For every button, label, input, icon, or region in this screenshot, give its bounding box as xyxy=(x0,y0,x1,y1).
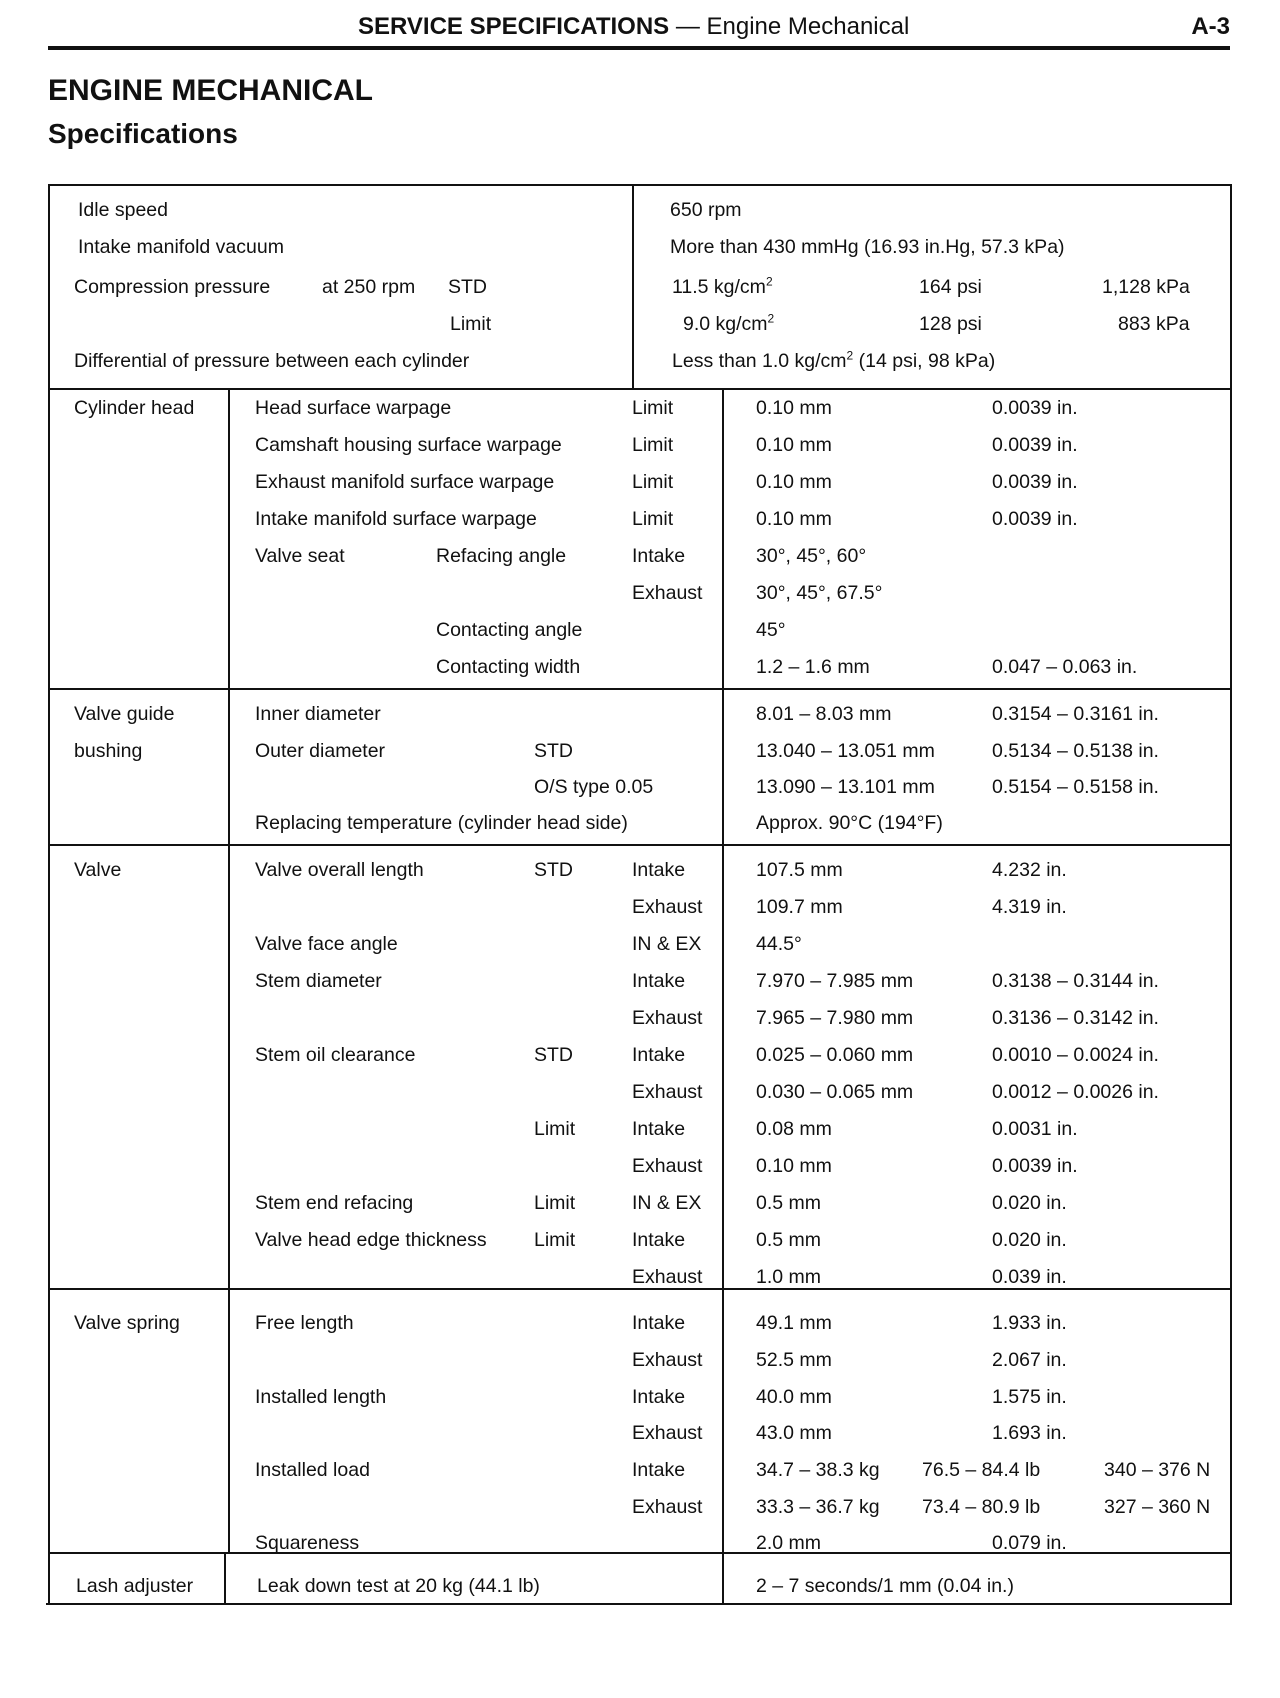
compression-limit: Limit xyxy=(450,313,492,335)
spec-label: Contacting angle xyxy=(436,619,583,641)
compression-limit-kpa: 883 kPa xyxy=(1118,313,1190,335)
spec-metric: 52.5 mm xyxy=(756,1349,832,1371)
spec-imperial: 73.4 – 80.9 lb xyxy=(922,1496,1041,1518)
spec-imperial: 0.5134 – 0.5138 in. xyxy=(992,740,1159,762)
spec-qualifier: Limit xyxy=(632,397,674,419)
page-number: A-3 xyxy=(1191,13,1230,40)
spec-qualifier: Intake xyxy=(632,1312,686,1334)
spec-metric: 34.7 – 38.3 kg xyxy=(756,1459,880,1481)
spec-qualifier: O/S type 0.05 xyxy=(534,776,654,798)
spec-metric: 8.01 – 8.03 mm xyxy=(756,703,892,725)
section-heading: ENGINE MECHANICAL xyxy=(48,74,374,107)
header-title xyxy=(358,13,909,41)
spec-metric: 109.7 mm xyxy=(756,896,843,918)
idle-speed-value: 650 rpm xyxy=(670,199,742,221)
spec-metric: 44.5° xyxy=(756,933,802,955)
spec-imperial: 0.0039 in. xyxy=(992,434,1078,456)
spec-qualifier: Exhaust xyxy=(632,1155,703,1177)
refacing-angle-label: Refacing angle xyxy=(436,545,567,567)
header-subsection: — Engine Mechanical xyxy=(675,13,910,40)
leak-down-test-value: 2 – 7 seconds/1 mm (0.04 in.) xyxy=(756,1575,1014,1597)
spec-si: 340 – 376 N xyxy=(1104,1459,1211,1481)
spec-label: Inner diameter xyxy=(255,703,381,725)
valve-label: Valve xyxy=(74,859,122,881)
spec-metric: 0.030 – 0.065 mm xyxy=(756,1081,914,1103)
spec-qualifier: Exhaust xyxy=(632,896,703,918)
spec-imperial: 1.693 in. xyxy=(992,1422,1067,1444)
spec-metric: 13.040 – 13.051 mm xyxy=(756,740,935,762)
compression-std-kpa: 1,128 kPa xyxy=(1102,276,1190,298)
spec-label: Installed load xyxy=(255,1459,370,1481)
valve-spring-label: Valve spring xyxy=(74,1312,180,1334)
spec-imperial: 0.0012 – 0.0026 in. xyxy=(992,1081,1159,1103)
spec-qualifier: STD xyxy=(534,1044,573,1066)
differential-value: Less than 1.0 $kg/cm^2$ (14 psi, 98 kPa) xyxy=(672,348,996,372)
spec-imperial: 76.5 – 84.4 lb xyxy=(922,1459,1041,1481)
spec-imperial: 1.933 in. xyxy=(992,1312,1067,1334)
spec-qualifier: STD xyxy=(534,740,573,762)
spec-metric: 45° xyxy=(756,619,786,641)
spec-imperial: 0.0010 – 0.0024 in. xyxy=(992,1044,1159,1066)
spec-qualifier: Limit xyxy=(632,471,674,493)
spec-qualifier: STD xyxy=(534,859,573,881)
spec-label: Valve head edge thickness xyxy=(255,1229,487,1251)
spec-qualifier: Intake xyxy=(632,545,686,567)
spec-metric: 33.3 – 36.7 kg xyxy=(756,1496,880,1518)
spec-qualifier: Intake xyxy=(632,1044,686,1066)
lash-adjuster-label: Lash adjuster xyxy=(76,1575,194,1597)
spec-imperial: 4.319 in. xyxy=(992,896,1067,918)
spec-metric: 49.1 mm xyxy=(756,1312,832,1334)
spec-metric: Approx. 90°C (194°F) xyxy=(756,812,943,834)
spec-qualifier: Limit xyxy=(632,508,674,530)
valve-guide-label: Valve guide xyxy=(74,703,175,725)
spec-label: Outer diameter xyxy=(255,740,386,762)
spec-label: Intake manifold surface warpage xyxy=(255,508,537,530)
valve-guide-label-2: bushing xyxy=(74,740,143,762)
spec-qualifier: Intake xyxy=(632,1229,686,1251)
spec-qualifier: Exhaust xyxy=(632,1496,703,1518)
valve-seat-label: Valve seat xyxy=(255,545,345,567)
spec-metric: 0.5 mm xyxy=(756,1229,822,1251)
spec-metric: 0.10 mm xyxy=(756,471,832,493)
spec-qualifier: Intake xyxy=(632,1459,686,1481)
compression-limit-psi: 128 psi xyxy=(919,313,982,335)
spec-label: Free length xyxy=(255,1312,354,1334)
spec-qualifier: Limit xyxy=(632,434,674,456)
section-subheading: Specifications xyxy=(48,118,238,149)
spec-metric: 1.0 mm xyxy=(756,1266,822,1288)
vacuum-label: Intake manifold vacuum xyxy=(78,236,284,258)
spec-label: Camshaft housing surface warpage xyxy=(255,434,562,456)
header-section: SERVICE SPECIFICATIONS xyxy=(358,13,670,40)
spec-qualifier: IN & EX xyxy=(632,1192,702,1214)
spec-qualifier: Exhaust xyxy=(632,1349,703,1371)
spec-metric: 7.965 – 7.980 mm xyxy=(756,1007,914,1029)
spec-label: Squareness xyxy=(255,1532,360,1554)
spec-metric: 0.5 mm xyxy=(756,1192,822,1214)
spec-si: 327 – 360 N xyxy=(1104,1496,1211,1518)
spec-imperial: 0.047 – 0.063 in. xyxy=(992,656,1138,678)
spec-imperial: 0.0039 in. xyxy=(992,471,1078,493)
spec-imperial: 0.0039 in. xyxy=(992,508,1078,530)
spec-label: Head surface warpage xyxy=(255,397,452,419)
spec-qualifier: Limit xyxy=(534,1192,576,1214)
spec-metric: 0.10 mm xyxy=(756,434,832,456)
spec-metric: 2.0 mm xyxy=(756,1532,822,1554)
spec-imperial: 0.0039 in. xyxy=(992,1155,1078,1177)
spec-label: Replacing temperature (cylinder head side) xyxy=(255,812,628,834)
spec-label: Stem end refacing xyxy=(255,1192,414,1214)
spec-qualifier: Limit xyxy=(534,1229,576,1251)
spec-qualifier: Limit xyxy=(534,1118,576,1140)
spec-metric: 30°, 45°, 67.5° xyxy=(756,582,883,604)
spec-metric: 0.08 mm xyxy=(756,1118,832,1140)
compression-rpm: at 250 rpm xyxy=(322,276,416,298)
spec-imperial: 0.3138 – 0.3144 in. xyxy=(992,970,1159,992)
spec-metric: 0.10 mm xyxy=(756,397,832,419)
compression-std-kg: 11.5 $kg/cm^2$ xyxy=(672,274,773,298)
idle-speed-label: Idle speed xyxy=(78,199,168,221)
vacuum-value: More than 430 mmHg (16.93 in.Hg, 57.3 kPa) xyxy=(670,236,1065,258)
spec-qualifier: Exhaust xyxy=(632,1007,703,1029)
differential-label: Differential of pressure between each cylinder xyxy=(74,350,470,372)
spec-imperial: 0.3136 – 0.3142 in. xyxy=(992,1007,1159,1029)
spec-qualifier: IN & EX xyxy=(632,933,702,955)
spec-label: Exhaust manifold surface warpage xyxy=(255,471,555,493)
compression-std: STD xyxy=(448,276,487,298)
spec-qualifier: Intake xyxy=(632,859,686,881)
spec-label: Stem oil clearance xyxy=(255,1044,416,1066)
spec-imperial: 2.067 in. xyxy=(992,1349,1067,1371)
spec-metric: 0.10 mm xyxy=(756,1155,832,1177)
spec-label: Installed length xyxy=(255,1386,387,1408)
leak-down-test-label: Leak down test at 20 kg (44.1 lb) xyxy=(257,1575,540,1597)
compression-limit-kg: 9.0 $kg/cm^2$ xyxy=(683,311,775,335)
spec-qualifier: Intake xyxy=(632,1118,686,1140)
spec-metric: 43.0 mm xyxy=(756,1422,832,1444)
spec-imperial: 0.0039 in. xyxy=(992,397,1078,419)
spec-qualifier: Exhaust xyxy=(632,1266,703,1288)
spec-imperial: 1.575 in. xyxy=(992,1386,1067,1408)
spec-imperial: 0.5154 – 0.5158 in. xyxy=(992,776,1159,798)
spec-label: Valve overall length xyxy=(255,859,424,881)
spec-label: Stem diameter xyxy=(255,970,382,992)
spec-imperial: 0.3154 – 0.3161 in. xyxy=(992,703,1159,725)
spec-metric: 40.0 mm xyxy=(756,1386,832,1408)
spec-imperial: 0.079 in. xyxy=(992,1532,1067,1554)
spec-metric: 30°, 45°, 60° xyxy=(756,545,867,567)
spec-imperial: 0.0031 in. xyxy=(992,1118,1078,1140)
compression-label: Compression pressure xyxy=(74,276,271,298)
spec-metric: 0.025 – 0.060 mm xyxy=(756,1044,914,1066)
spec-metric: 0.10 mm xyxy=(756,508,832,530)
spec-metric: 13.090 – 13.101 mm xyxy=(756,776,935,798)
spec-qualifier: Intake xyxy=(632,1386,686,1408)
spec-imperial: 0.020 in. xyxy=(992,1192,1067,1214)
spec-qualifier: Exhaust xyxy=(632,1081,703,1103)
spec-qualifier: Intake xyxy=(632,970,686,992)
page-header xyxy=(48,10,1230,50)
spec-metric: 1.2 – 1.6 mm xyxy=(756,656,870,678)
spec-label: Contacting width xyxy=(436,656,581,678)
spec-imperial: 0.020 in. xyxy=(992,1229,1067,1251)
spec-imperial: 4.232 in. xyxy=(992,859,1067,881)
spec-label: Valve face angle xyxy=(255,933,398,955)
cylinder-head-label: Cylinder head xyxy=(74,397,195,419)
spec-qualifier: Exhaust xyxy=(632,582,703,604)
spec-metric: 7.970 – 7.985 mm xyxy=(756,970,914,992)
spec-metric: 107.5 mm xyxy=(756,859,843,881)
compression-std-psi: 164 psi xyxy=(919,276,982,298)
spec-qualifier: Exhaust xyxy=(632,1422,703,1444)
spec-imperial: 0.039 in. xyxy=(992,1266,1067,1288)
